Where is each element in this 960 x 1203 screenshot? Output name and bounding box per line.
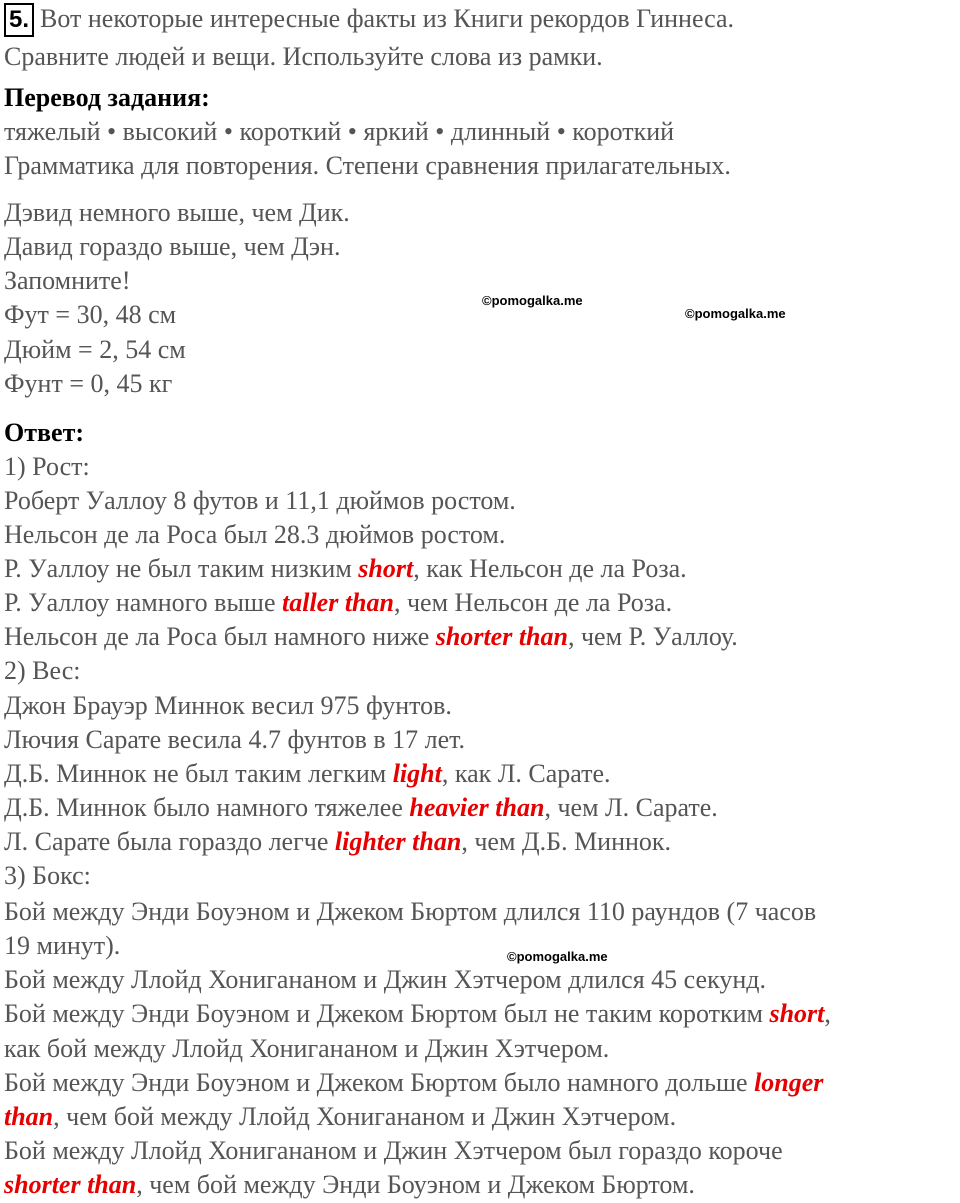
answer-line: [4, 791, 718, 825]
answer-line: Джон Брауэр Миннок весил 975 фунтов.: [4, 691, 452, 720]
answer-text: Л. Сарате была гораздо легче: [4, 827, 335, 856]
translation-heading: Перевод задания:: [4, 83, 210, 112]
answer-line: [4, 1100, 676, 1134]
answer-text: , чем Нельсон де ла Роза.: [393, 588, 673, 617]
answer-text: Нельсон де ла Роса был намного ниже: [4, 622, 436, 651]
answer-word: heavier than: [409, 793, 545, 822]
answer-line: [4, 825, 671, 859]
answer-heading: Ответ:: [4, 418, 85, 447]
answer-text: Д.Б. Миннок не был таким легким: [4, 759, 393, 788]
example-line-1: Дэвид немного выше, чем Дик.: [4, 198, 350, 227]
answer-text: Р. Уаллоу намного выше: [4, 588, 282, 617]
word-box-line: тяжелый • высокий • короткий • яркий • длинный • короткий: [4, 117, 675, 146]
answer-text: , чем Р. Уаллоу.: [567, 622, 738, 651]
answer-line: 19 минут).: [4, 931, 121, 960]
watermark: ©pomogalka.me: [507, 949, 608, 964]
answer-word: short: [769, 999, 825, 1028]
answer-line: Лючия Сарате весила 4.7 фунтов в 17 лет.: [4, 725, 466, 754]
answer-line: Роберт Уаллоу 8 футов и 11,1 дюймов ростом.: [4, 486, 516, 515]
answer-word: longer: [754, 1068, 824, 1097]
answer-word: shorter than: [435, 622, 568, 651]
answer-line: Бой между Энди Боуэном и Джеком Бюртом длился 110 раундов (7 часов: [4, 897, 817, 926]
answer-line: Бой между Ллойд Хонигананом и Джин Хэтчером был гораздо короче: [4, 1136, 783, 1165]
answer-line: [4, 620, 738, 654]
answer-text: , чем бой между Энди Боуэном и Джеком Бюртом.: [136, 1170, 695, 1199]
section-boxing-title: 3) Бокс:: [4, 861, 91, 890]
answer-text: Бой между Энди Боуэном и Джеком Бюртом было намного дольше: [4, 1068, 755, 1097]
answer-line: Бой между Ллойд Хонигананом и Джин Хэтчером длился 45 секунд.: [4, 965, 766, 994]
answer-text: , как Л. Сарате.: [441, 759, 611, 788]
answer-text: , чем Л. Сарате.: [544, 793, 718, 822]
example-line-3: Запомните!: [4, 266, 131, 295]
example-line-5: Дюйм = 2, 54 см: [4, 335, 186, 364]
section-weight-title: 2) Вес:: [4, 656, 81, 685]
answer-text: Д.Б. Миннок было намного тяжелее: [4, 793, 410, 822]
answer-text: Бой между Энди Боуэном и Джеком Бюртом был не таким коротким: [4, 999, 770, 1028]
task-number-badge: 5.: [4, 3, 34, 37]
grammar-line: Грамматика для повторения. Степени сравнения прилагательных.: [4, 151, 731, 180]
task-line-2: Сравните людей и вещи. Используйте слова из рамки.: [4, 42, 603, 71]
answer-line: Нельсон де ла Роса был 28.3 дюймов ростом.: [4, 520, 506, 549]
answer-word: light: [392, 759, 442, 788]
task-text-1: Вот некоторые интересные факты из Книги рекордов Гиннеса.: [40, 4, 735, 33]
watermark: ©pomogalka.me: [482, 293, 583, 308]
answer-word: than: [4, 1102, 54, 1131]
answer-line: как бой между Ллойд Хонигананом и Джин Хэтчером.: [4, 1034, 610, 1063]
example-line-6: Фунт = 0, 45 кг: [4, 369, 173, 398]
answer-line: [4, 1066, 823, 1100]
answer-line: [4, 997, 831, 1031]
answer-text: Р. Уаллоу не был таким низким: [4, 554, 359, 583]
answer-text: , как Нельсон де ла Роза.: [413, 554, 687, 583]
answer-line: [4, 757, 611, 791]
answer-text: ,: [824, 999, 831, 1028]
answer-text: , чем Д.Б. Миннок.: [461, 827, 672, 856]
answer-word: short: [358, 554, 414, 583]
task-line-1: [4, 2, 734, 37]
answer-word: shorter than: [4, 1170, 137, 1199]
section-height-title: 1) Рост:: [4, 452, 90, 481]
answer-word: taller than: [282, 588, 394, 617]
answer-line: [4, 586, 672, 620]
answer-text: , чем бой между Ллойд Хонигананом и Джин Хэтчером.: [53, 1102, 677, 1131]
watermark: ©pomogalka.me: [685, 306, 786, 321]
example-line-2: Давид гораздо выше, чем Дэн.: [4, 232, 341, 261]
example-line-4: Фут = 30, 48 см: [4, 300, 177, 329]
answer-word: lighter than: [334, 827, 462, 856]
answer-line: [4, 1168, 695, 1202]
answer-line: [4, 552, 687, 586]
